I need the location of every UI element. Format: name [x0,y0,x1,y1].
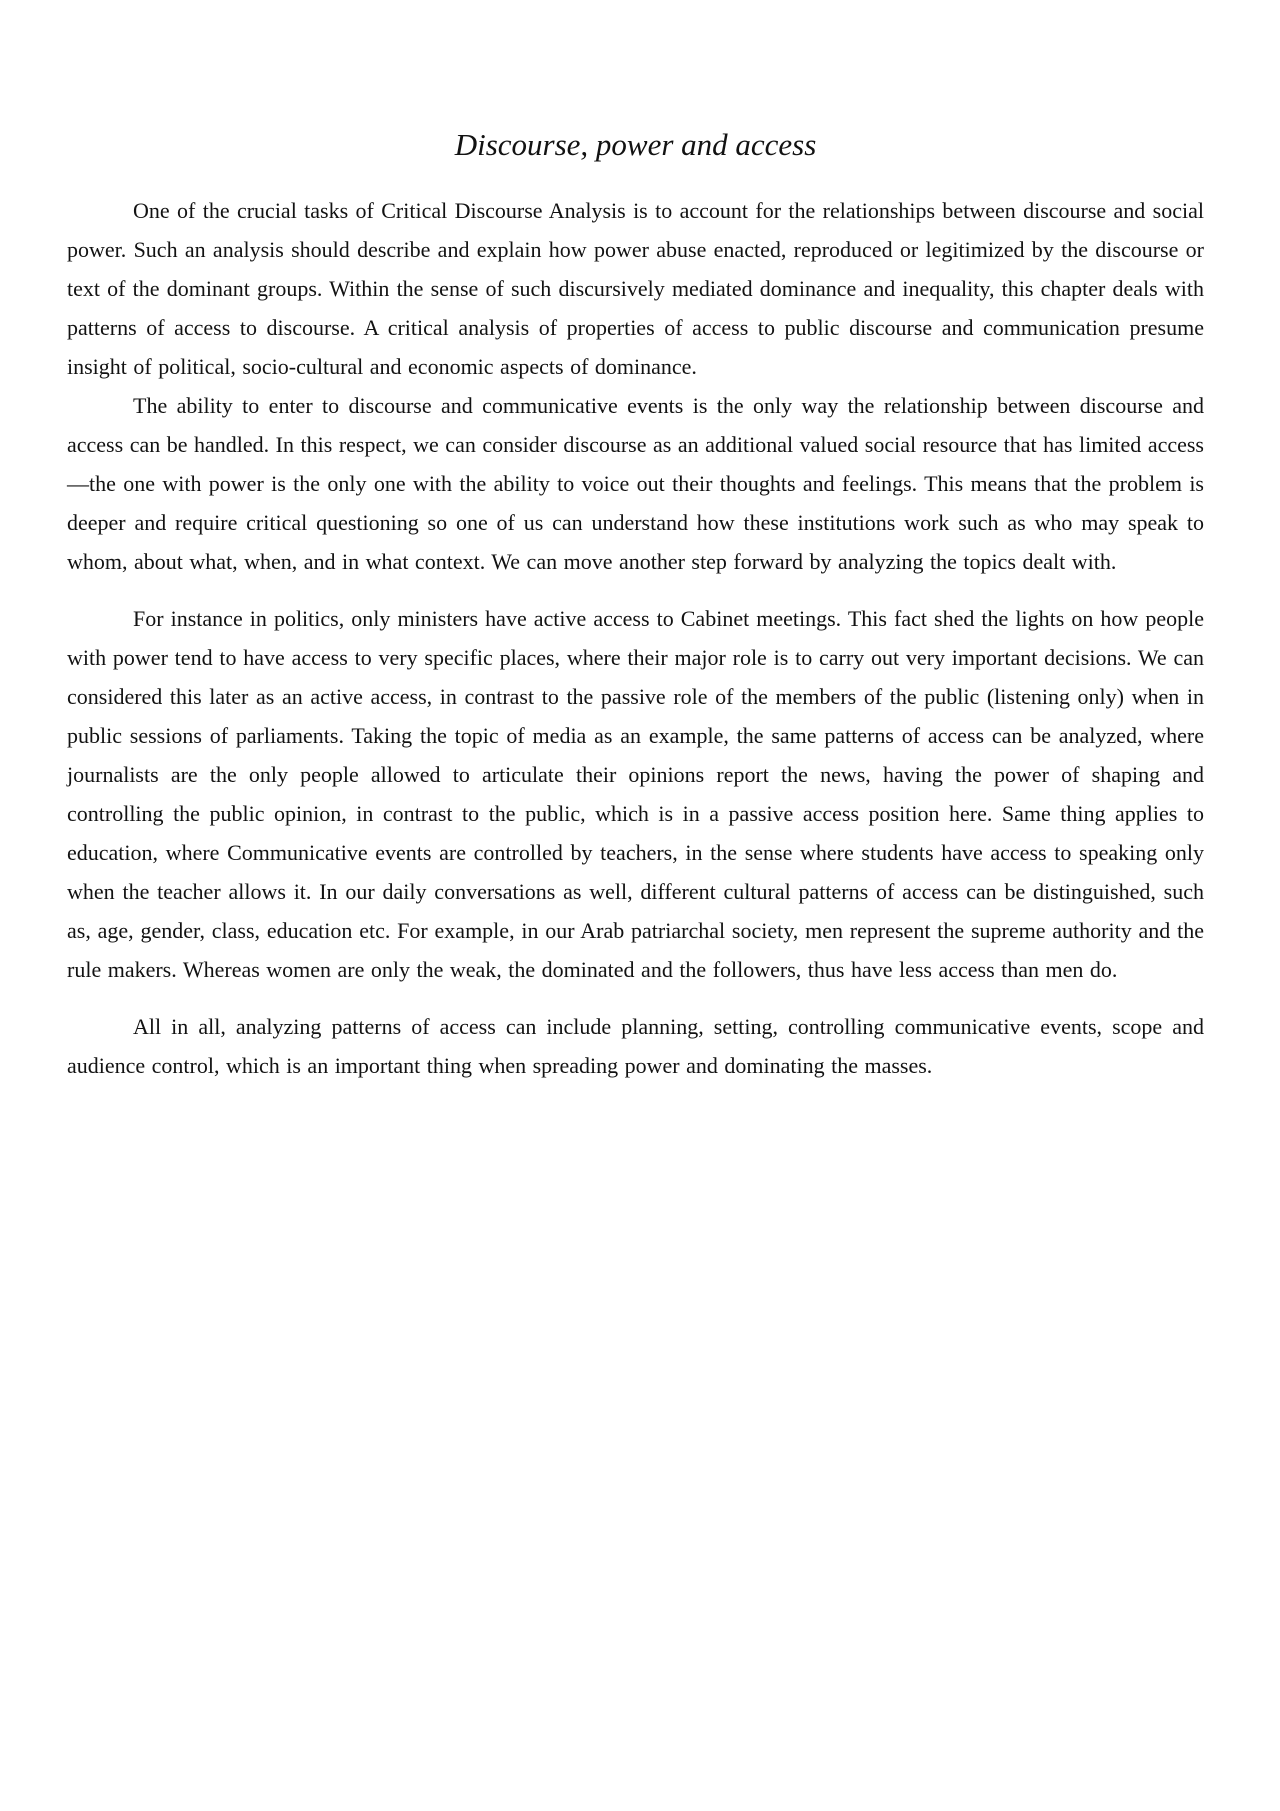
paragraph-conclusion: All in all, analyzing patterns of access can include planning, setting, controlling communicative events, scope and audience control, which is an important thing when spreading power and dominating the masses. [67,1014,1204,1078]
paragraph-intro: One of the crucial tasks of Critical Discourse Analysis is to account for the relationships between discourse and social power. Such an analysis should describe and explain how power abuse enacted, reproduced or legitimized by the discourse or text of the dominant groups. Within the sense of such discursively mediated dominance and inequality, this chapter deals with patterns of access to discourse. A critical analysis of properties of access to public discourse and communication presume insight of political, socio-cultural and economic aspects of dominance. [67,198,1204,379]
paragraph-ability-to-enter: The ability to enter to discourse and communicative events is the only way the relationship between discourse and access can be handled. In this respect, we can consider discourse as an additional valued social resource that has limited access—the one with power is the only one with the ability to voice out their thoughts and feelings. This means that the problem is deeper and require critical questioning so one of us can understand how these institutions work such as who may speak to whom, about what, when, and in what context. We can move another step forward by analyzing the topics dealt with. [67,393,1204,574]
document-title: Discourse, power and access [454,127,817,162]
paragraph-examples: For instance in politics, only ministers have active access to Cabinet meetings. This fact shed the lights on how people with power tend to have access to very specific places, where their major role is to carry out very important decisions. We can considered this later as an active access, in contrast to the passive role of the members of the public (listening only) when in public sessions of parliaments. Taking the topic of media as an example, the same patterns of access can be analyzed, where journalists are the only people allowed to articulate their opinions report the news, having the power of shaping and controlling the public opinion, in contrast to the public, which is in a passive access position here. Same thing applies to education, where Communicative events are controlled by teachers, in the sense where students have access to speaking only when the teacher allows it. In our daily conversations as well, different cultural patterns of access can be distinguished, such as, age, gender, class, education etc. For example, in our Arab patriarchal society, men represent the supreme authority and the rule makers. Whereas women are only the weak, the dominated and the followers, thus have less access than men do. [67,606,1204,982]
